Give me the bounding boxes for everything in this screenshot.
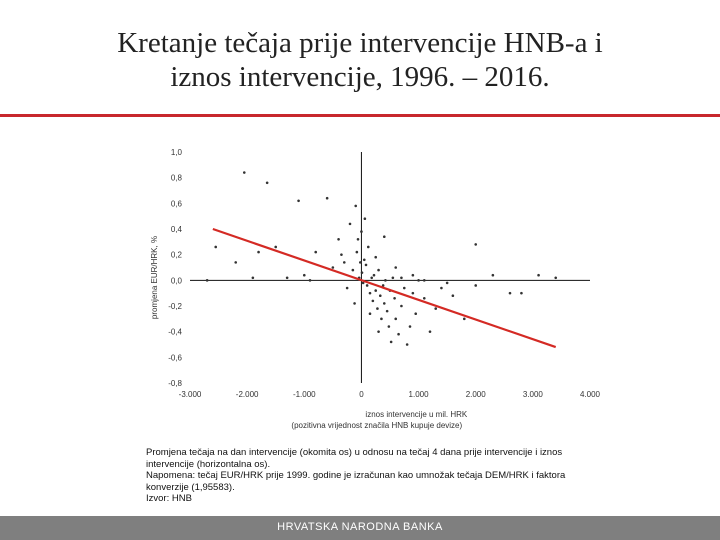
data-point	[383, 235, 386, 238]
y-tick-label: 0,8	[170, 173, 182, 183]
data-point	[326, 197, 329, 200]
data-point	[390, 341, 393, 344]
data-point	[206, 279, 209, 282]
x-tick-label: 2.000	[465, 390, 486, 399]
x-tick-label: 1.000	[408, 390, 429, 399]
x-axis-label: iznos intervencije u mil. HRK	[365, 410, 468, 419]
data-point	[332, 266, 335, 269]
data-point	[303, 274, 306, 277]
y-tick-label: 0,6	[170, 199, 182, 209]
data-point	[343, 261, 346, 264]
data-point	[369, 312, 372, 315]
y-tick-label: 0,0	[170, 276, 182, 286]
data-point	[377, 269, 380, 272]
data-point	[509, 292, 512, 295]
x-axis-label-note: (pozitivna vrijednost značila HNB kupuje devize)	[291, 421, 463, 430]
data-point	[406, 343, 409, 346]
x-tick-label: -3.000	[178, 390, 202, 399]
data-point	[370, 276, 373, 279]
data-point	[274, 246, 277, 249]
data-point	[376, 307, 379, 310]
data-point	[353, 302, 356, 305]
data-point	[266, 182, 269, 185]
data-point	[314, 251, 317, 254]
data-point	[474, 284, 477, 287]
data-point	[374, 289, 377, 292]
data-point	[463, 318, 466, 321]
data-point	[372, 300, 375, 303]
scatter-chart	[140, 140, 600, 438]
data-point	[446, 282, 449, 285]
data-point	[377, 330, 380, 333]
data-point	[412, 292, 415, 295]
y-tick-label: -0,2	[168, 302, 182, 311]
data-point	[357, 238, 360, 241]
data-point	[252, 276, 255, 279]
slide-title-line-1: Kretanje tečaja prije intervencije HNB-a i	[117, 27, 603, 59]
data-point	[373, 274, 376, 277]
data-point	[349, 223, 352, 226]
data-point	[380, 318, 383, 321]
caption-line-3: Napomena: tečaj EUR/HRK prije 1999. godine je izračunan kao umnožak tečaja DEM/HRK i faktora	[146, 470, 566, 481]
data-point	[340, 253, 343, 256]
data-point	[393, 297, 396, 300]
data-point	[214, 246, 217, 249]
data-point	[394, 266, 397, 269]
y-tick-label: 0,2	[170, 250, 182, 260]
data-point	[417, 279, 420, 282]
data-point	[537, 274, 540, 277]
data-point	[359, 261, 362, 264]
data-point	[337, 238, 340, 241]
caption-line-4: konverzije (1,95583).	[146, 481, 235, 493]
data-point	[363, 259, 366, 262]
data-point	[356, 251, 359, 254]
data-point	[234, 261, 237, 264]
data-point	[286, 276, 289, 279]
data-point	[361, 271, 364, 274]
data-point	[400, 305, 403, 308]
data-point	[384, 279, 387, 282]
data-point	[423, 279, 426, 282]
data-point	[409, 325, 412, 328]
data-point	[520, 292, 523, 295]
title-divider	[0, 114, 720, 117]
data-point	[397, 333, 400, 336]
slide-title	[40, 26, 680, 94]
data-point	[403, 287, 406, 290]
data-point	[386, 310, 389, 313]
x-tick-label: -2.000	[235, 390, 259, 399]
footer-bar	[0, 516, 720, 540]
data-point	[257, 251, 260, 254]
data-point	[434, 307, 437, 310]
data-point	[367, 246, 370, 249]
footer-label: HRVATSKA NARODNA BANKA	[277, 521, 443, 533]
data-point	[364, 217, 367, 220]
data-point	[297, 199, 300, 202]
data-point	[423, 297, 426, 300]
data-point	[394, 318, 397, 321]
data-point	[412, 274, 415, 277]
data-point	[452, 294, 455, 297]
caption-line-5: Izvor: HNB	[146, 493, 192, 504]
caption-line-1: Promjena tečaja na dan intervencije (okomita os) u odnosu na tečaj 4 dana prije intervencije i iznos	[146, 447, 563, 458]
x-tick-label: 0	[359, 390, 364, 399]
data-point	[346, 287, 349, 290]
data-point	[309, 279, 312, 282]
data-point	[392, 276, 395, 279]
data-point	[366, 284, 369, 287]
data-point	[379, 294, 382, 297]
x-tick-label: -1.000	[292, 390, 316, 399]
data-point	[400, 276, 403, 279]
data-point	[554, 276, 557, 279]
y-tick-label: -0,8	[168, 379, 182, 388]
data-point	[354, 205, 357, 208]
data-point	[429, 330, 432, 333]
data-point	[369, 292, 372, 295]
data-point	[352, 269, 355, 272]
x-tick-label: 3.000	[522, 390, 543, 399]
data-point	[365, 264, 368, 267]
y-tick-label: 1,0	[170, 148, 182, 157]
data-point	[474, 243, 477, 246]
trend-line	[213, 229, 556, 347]
data-point	[383, 302, 386, 305]
chart-caption	[146, 447, 596, 505]
x-tick-label: 4.000	[579, 390, 600, 399]
caption-line-2: intervencije (horizontalna os).	[146, 458, 271, 470]
data-point	[414, 312, 417, 315]
data-point	[243, 171, 246, 174]
y-tick-label: -0,4	[168, 327, 182, 337]
data-point	[374, 256, 377, 259]
data-point	[492, 274, 495, 277]
data-point	[440, 287, 443, 290]
y-axis-label: promjena EUR/HRK, %	[150, 235, 159, 320]
data-point	[388, 325, 391, 328]
slide-title-line-2: iznos intervencije, 1996. – 2016.	[170, 61, 550, 93]
y-tick-label: 0,4	[170, 225, 182, 234]
y-tick-label: -0,6	[168, 353, 182, 363]
data-point	[360, 230, 363, 233]
